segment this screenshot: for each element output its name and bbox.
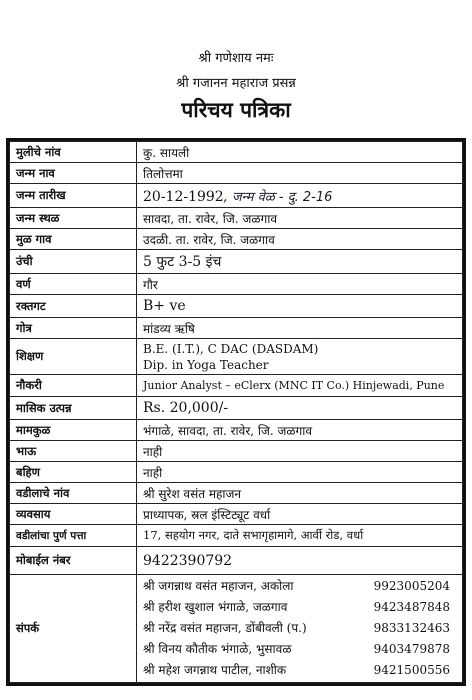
row-value: मांडव्य ऋषि	[137, 318, 463, 339]
table-row	[10, 525, 463, 547]
row-label: मामकुळ	[10, 420, 137, 441]
table-row	[10, 163, 463, 184]
row-label: भाऊ	[10, 441, 137, 462]
row-label: रक्तगट	[10, 295, 137, 318]
row-value: गौर	[137, 274, 463, 295]
contact-entry	[143, 618, 456, 639]
table-row	[10, 397, 463, 420]
row-value: नाही	[137, 441, 463, 462]
table-row	[10, 420, 463, 441]
row-label: शिक्षण	[10, 339, 137, 375]
birth-date: 20-12-1992	[143, 188, 224, 205]
contact-phone: 9423487848	[373, 600, 450, 614]
row-label: वडीलाचे नांव	[10, 483, 137, 504]
table-row	[10, 184, 463, 208]
row-label: वर्ण	[10, 274, 137, 295]
contact-name: श्री महेश जगन्नाथ पाटील, नाशीक	[143, 663, 287, 677]
row-value: उदळी. ता. रावेर, जि. जळगाव	[137, 229, 463, 250]
row-value: Junior Analyst – eClerx (MNC IT Co.) Hinjewadi, Pune	[137, 375, 463, 397]
row-label: मुळ गाव	[10, 229, 137, 250]
row-value: नाही	[137, 462, 463, 483]
contact-phone: 9833132463	[373, 621, 450, 635]
page-title: परिचय पत्रिका	[181, 97, 291, 122]
row-value: 17, सहयोग नगर, दाते सभागृहामागे, आर्वी रोड, वर्धा	[137, 525, 463, 547]
row-label: मोबाईल नंबर	[10, 547, 137, 575]
table-row	[10, 441, 463, 462]
table-row	[10, 295, 463, 318]
row-label: व्यवसाय	[10, 504, 137, 525]
table-row	[10, 250, 463, 274]
biodata-table	[9, 141, 463, 683]
row-value: Rs. 20,000/-	[137, 397, 463, 420]
table-row	[10, 318, 463, 339]
table-row	[10, 274, 463, 295]
contact-phone: 9421500556	[373, 663, 450, 677]
row-value: कु. सायली	[137, 142, 463, 163]
row-label: बहिण	[10, 462, 137, 483]
handwritten-birth-time: , जन्म वेळ - दु. 2-16	[223, 189, 333, 205]
row-label: वडीलांचा पुर्ण पत्ता	[10, 525, 137, 547]
row-value	[137, 184, 463, 208]
contact-entry	[143, 639, 456, 660]
contact-phone: 9923005204	[373, 579, 450, 593]
contact-entry	[143, 576, 456, 597]
table-row	[10, 375, 463, 397]
contact-phone: 9403479878	[373, 642, 450, 656]
row-value: 5 फुट 3-5 इंच	[137, 250, 463, 274]
table-row	[10, 547, 463, 575]
header-invocation-2: श्री गजानन महाराज प्रसन्न	[176, 76, 296, 91]
row-label: मासिक उत्पन्न	[10, 397, 137, 420]
table-row	[10, 504, 463, 525]
header-invocation-1: श्री गणेशाय नमः	[198, 51, 274, 66]
row-value	[137, 339, 463, 375]
table-row	[10, 575, 463, 683]
row-label: गोत्र	[10, 318, 137, 339]
contacts-label: संपर्क	[10, 575, 137, 683]
row-value: तिलोत्तमा	[137, 163, 463, 184]
contact-name: श्री नरेंद्र वसंत महाजन, डोंबीवली (प.)	[143, 621, 307, 635]
row-value: 9422390792	[137, 547, 463, 575]
contact-name: श्री जगन्नाथ वसंत महाजन, अकोला	[143, 579, 294, 593]
contact-name: श्री विनय कौतीक भंगाळे, भुसावळ	[143, 642, 292, 656]
education-line-1: B.E. (I.T.), C DAC (DASDAM)	[143, 341, 319, 356]
row-value: भंगाळे, सावदा, ता. रावेर, जि. जळगाव	[137, 420, 463, 441]
row-value: प्राध्यापक, स्रल इंस्टिट्यूट वर्धा	[137, 504, 463, 525]
row-label: मुलीचे नांव	[10, 142, 137, 163]
table-row	[10, 229, 463, 250]
biodata-table-frame	[6, 138, 466, 686]
row-value: श्री सुरेश वसंत महाजन	[137, 483, 463, 504]
row-label: नौकरी	[10, 375, 137, 397]
row-value: B+ ve	[137, 295, 463, 318]
row-label: जन्म तारीख	[10, 184, 137, 208]
row-label: उंची	[10, 250, 137, 274]
table-row	[10, 483, 463, 504]
table-row	[10, 208, 463, 229]
table-row	[10, 142, 463, 163]
table-row	[10, 339, 463, 375]
row-label: जन्म नाव	[10, 163, 137, 184]
table-row	[10, 462, 463, 483]
contact-name: श्री हरीश खुशाल भंगाळे, जळगाव	[143, 600, 288, 614]
row-value: सावदा, ता. रावेर, जि. जळगाव	[137, 208, 463, 229]
contact-entry	[143, 660, 456, 681]
contact-entry	[143, 597, 456, 618]
contacts-cell	[137, 575, 463, 683]
education-line-2: Dip. in Yoga Teacher	[143, 357, 269, 372]
row-label: जन्म स्थळ	[10, 208, 137, 229]
